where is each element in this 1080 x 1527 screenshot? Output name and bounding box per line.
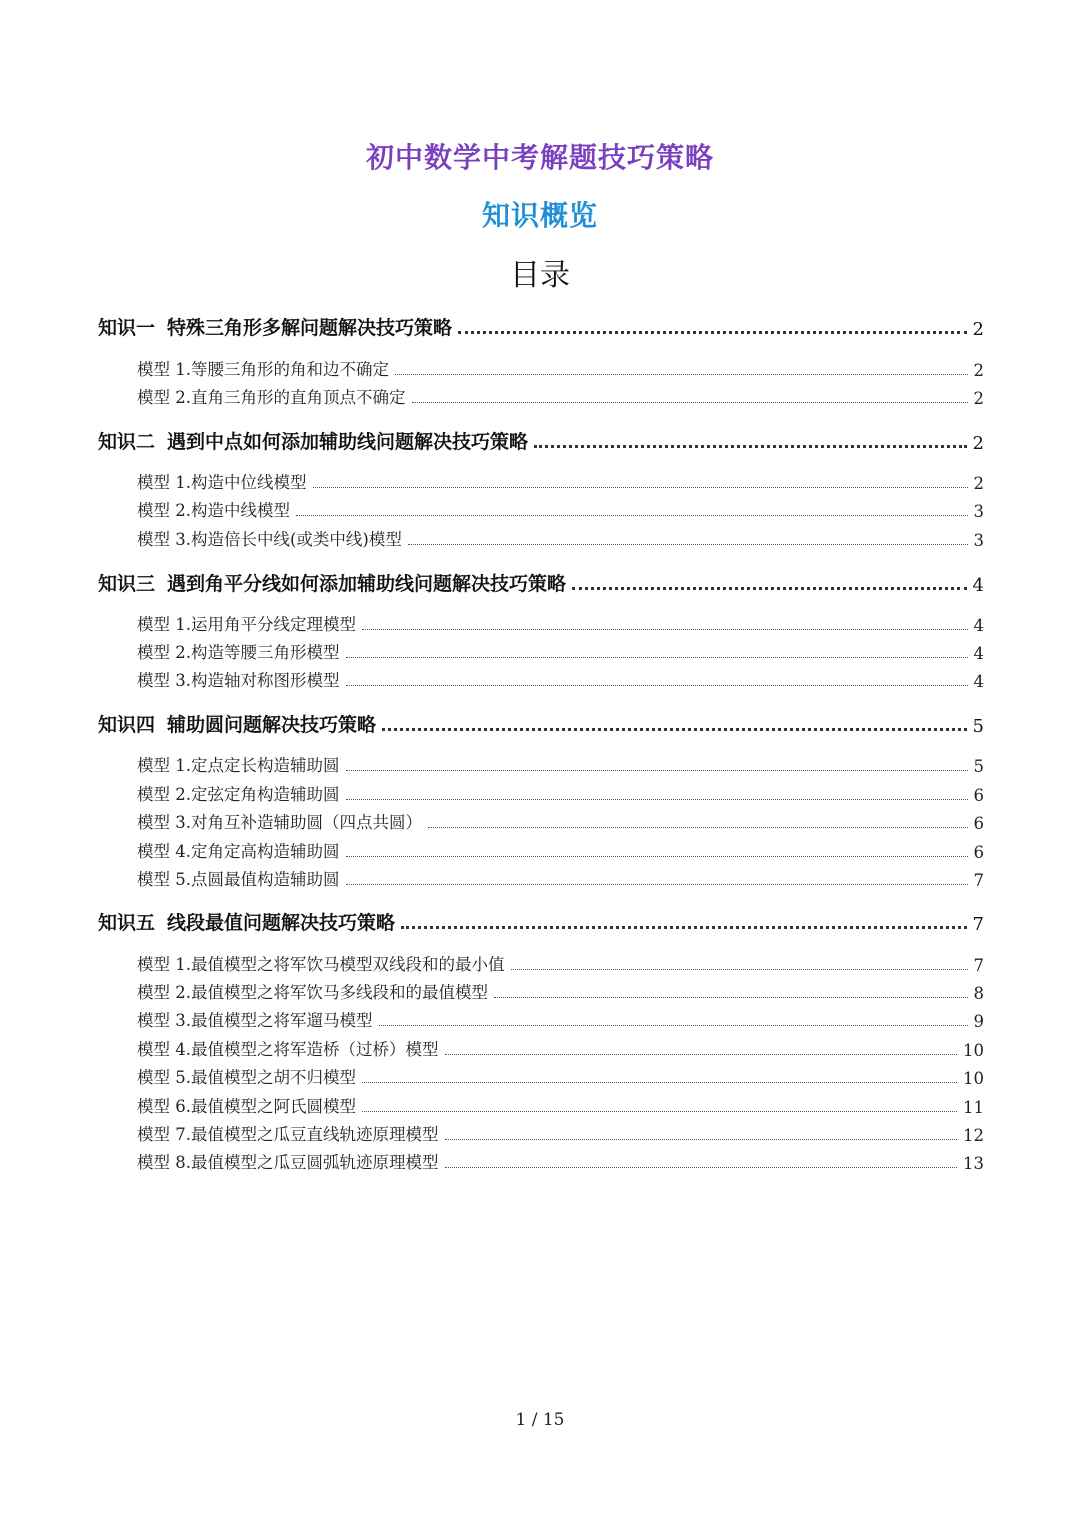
dot-leader — [445, 1139, 958, 1140]
toc-item-label: 模型 7.最值模型之瓜豆直线轨迹原理模型 — [137, 1125, 439, 1144]
toc-page-number: 4 — [973, 672, 984, 691]
toc-item-label: 模型 6.最值模型之阿氏圆模型 — [137, 1097, 356, 1116]
toc-page-number: 3 — [973, 531, 984, 550]
toc-page-number: 6 — [973, 843, 984, 862]
toc-section-title: 遇到中点如何添加辅助线问题解决技巧策略 — [167, 431, 529, 453]
dot-leader — [534, 445, 967, 448]
toc-section[interactable] — [98, 905, 984, 935]
document-title: 初中数学中考解题技巧策略 — [365, 141, 714, 174]
toc-page-number: 7 — [973, 871, 984, 890]
toc-item-label: 模型 3.构造倍长中线(或类中线)模型 — [137, 530, 402, 549]
toc-section-label — [98, 313, 452, 340]
toc-heading: 目录 — [510, 258, 570, 293]
toc-page-number: 5 — [973, 757, 984, 776]
document-subtitle: 知识概览 — [481, 199, 598, 232]
dot-leader — [346, 770, 968, 771]
toc-item[interactable] — [137, 1036, 984, 1060]
toc-item[interactable] — [137, 951, 984, 975]
table-of-contents — [98, 0, 984, 1527]
toc-item-label: 模型 3.构造轴对称图形模型 — [137, 671, 340, 690]
dot-leader — [313, 487, 968, 488]
toc-section[interactable] — [98, 424, 984, 454]
toc-item-label: 模型 5.点圆最值构造辅助圆 — [137, 870, 340, 889]
dot-leader — [572, 587, 967, 590]
dot-leader — [445, 1054, 958, 1055]
toc-item[interactable] — [137, 979, 984, 1003]
dot-leader — [458, 331, 967, 334]
toc-page-number: 11 — [963, 1098, 984, 1117]
toc-page-number: 2 — [973, 361, 984, 380]
toc-item[interactable] — [137, 838, 984, 862]
toc-page-number: 13 — [963, 1154, 984, 1173]
dot-leader — [382, 728, 967, 731]
dot-leader — [346, 799, 968, 800]
toc-section-label — [98, 710, 376, 737]
toc-item[interactable] — [137, 526, 984, 550]
toc-page-number: 6 — [973, 786, 984, 805]
toc-item-label: 模型 1.构造中位线模型 — [137, 473, 307, 492]
toc-page-number: 9 — [973, 1012, 984, 1031]
dot-leader — [494, 997, 968, 998]
toc-item-label: 模型 1.定点定长构造辅助圆 — [137, 756, 340, 775]
toc-page-number: 2 — [972, 433, 984, 454]
toc-item[interactable] — [137, 752, 984, 776]
toc-item-label: 模型 2.最值模型之将军饮马多线段和的最值模型 — [137, 983, 488, 1002]
toc-section[interactable] — [98, 310, 984, 340]
toc-page-number: 5 — [972, 716, 984, 737]
toc-page-number: 3 — [973, 502, 984, 521]
dot-leader — [346, 685, 968, 686]
toc-section-label — [98, 908, 395, 935]
dot-leader — [511, 969, 968, 970]
toc-section-number: 知识二 — [98, 431, 156, 453]
toc-item[interactable] — [137, 1093, 984, 1117]
toc-item[interactable] — [137, 1149, 984, 1173]
toc-page-number: 12 — [963, 1126, 984, 1145]
toc-section-number: 知识四 — [98, 714, 156, 736]
toc-item-label: 模型 1.运用角平分线定理模型 — [137, 615, 356, 634]
toc-item-label: 模型 2.直角三角形的直角顶点不确定 — [137, 388, 406, 407]
toc-page-number: 8 — [973, 984, 984, 1003]
dot-leader — [428, 827, 968, 828]
dot-leader — [346, 856, 968, 857]
toc-section-title: 遇到角平分线如何添加辅助线问题解决技巧策略 — [167, 573, 567, 595]
toc-page-number: 2 — [972, 319, 984, 340]
toc-item-label: 模型 2.定弦定角构造辅助圆 — [137, 785, 340, 804]
toc-item-label: 模型 3.对角互补造辅助圆（四点共圆） — [137, 813, 422, 832]
toc-item-label: 模型 2.构造中线模型 — [137, 501, 290, 520]
toc-page-number: 4 — [973, 644, 984, 663]
toc-section-number: 知识一 — [98, 317, 156, 339]
toc-item[interactable] — [137, 1007, 984, 1031]
toc-item[interactable] — [137, 1121, 984, 1145]
toc-section-number: 知识三 — [98, 573, 156, 595]
dot-leader — [362, 1111, 957, 1112]
dot-leader — [412, 402, 968, 403]
toc-page-number: 7 — [972, 914, 984, 935]
toc-section-number: 知识五 — [98, 912, 156, 934]
dot-leader — [362, 629, 968, 630]
toc-item[interactable] — [137, 1064, 984, 1088]
dot-leader — [346, 884, 968, 885]
toc-item[interactable] — [137, 384, 984, 408]
dot-leader — [445, 1167, 958, 1168]
dot-leader — [296, 515, 968, 516]
toc-page-number: 2 — [973, 389, 984, 408]
toc-item-label: 模型 4.定角定高构造辅助圆 — [137, 842, 340, 861]
dot-leader — [395, 374, 968, 375]
toc-item-label: 模型 4.最值模型之将军造桥（过桥）模型 — [137, 1040, 439, 1059]
dot-leader — [346, 657, 968, 658]
toc-item[interactable] — [137, 356, 984, 380]
toc-item-label: 模型 1.最值模型之将军饮马模型双线段和的最小值 — [137, 955, 505, 974]
toc-section[interactable] — [98, 566, 984, 596]
toc-item[interactable] — [137, 781, 984, 805]
dot-leader — [379, 1025, 968, 1026]
toc-item[interactable] — [137, 497, 984, 521]
toc-page-number: 10 — [963, 1041, 984, 1060]
dot-leader — [401, 926, 967, 929]
toc-item-label: 模型 3.最值模型之将军遛马模型 — [137, 1011, 373, 1030]
toc-item[interactable] — [137, 611, 984, 635]
toc-item[interactable] — [137, 469, 984, 493]
toc-section-title: 辅助圆问题解决技巧策略 — [167, 714, 377, 736]
toc-page-number: 6 — [973, 814, 984, 833]
toc-page-number: 4 — [972, 575, 984, 596]
toc-item[interactable] — [137, 667, 984, 691]
toc-page-number: 7 — [973, 956, 984, 975]
toc-item-label: 模型 8.最值模型之瓜豆圆弧轨迹原理模型 — [137, 1153, 439, 1172]
toc-section-label — [98, 569, 566, 596]
toc-section-label — [98, 427, 528, 454]
toc-item-label: 模型 5.最值模型之胡不归模型 — [137, 1068, 356, 1087]
toc-item[interactable] — [137, 809, 984, 833]
toc-section-title: 线段最值问题解决技巧策略 — [167, 912, 396, 934]
toc-item-label: 模型 1.等腰三角形的角和边不确定 — [137, 360, 389, 379]
toc-item-label: 模型 2.构造等腰三角形模型 — [137, 643, 340, 662]
toc-page-number: 10 — [963, 1069, 984, 1088]
toc-item[interactable] — [137, 639, 984, 663]
toc-page-number: 2 — [973, 474, 984, 493]
dot-leader — [362, 1082, 957, 1083]
toc-item[interactable] — [137, 866, 984, 890]
toc-section-title: 特殊三角形多解问题解决技巧策略 — [167, 317, 453, 339]
toc-page-number: 4 — [973, 616, 984, 635]
dot-leader — [408, 544, 968, 545]
page-indicator: 1 / 15 — [515, 1410, 565, 1430]
toc-section[interactable] — [98, 707, 984, 737]
